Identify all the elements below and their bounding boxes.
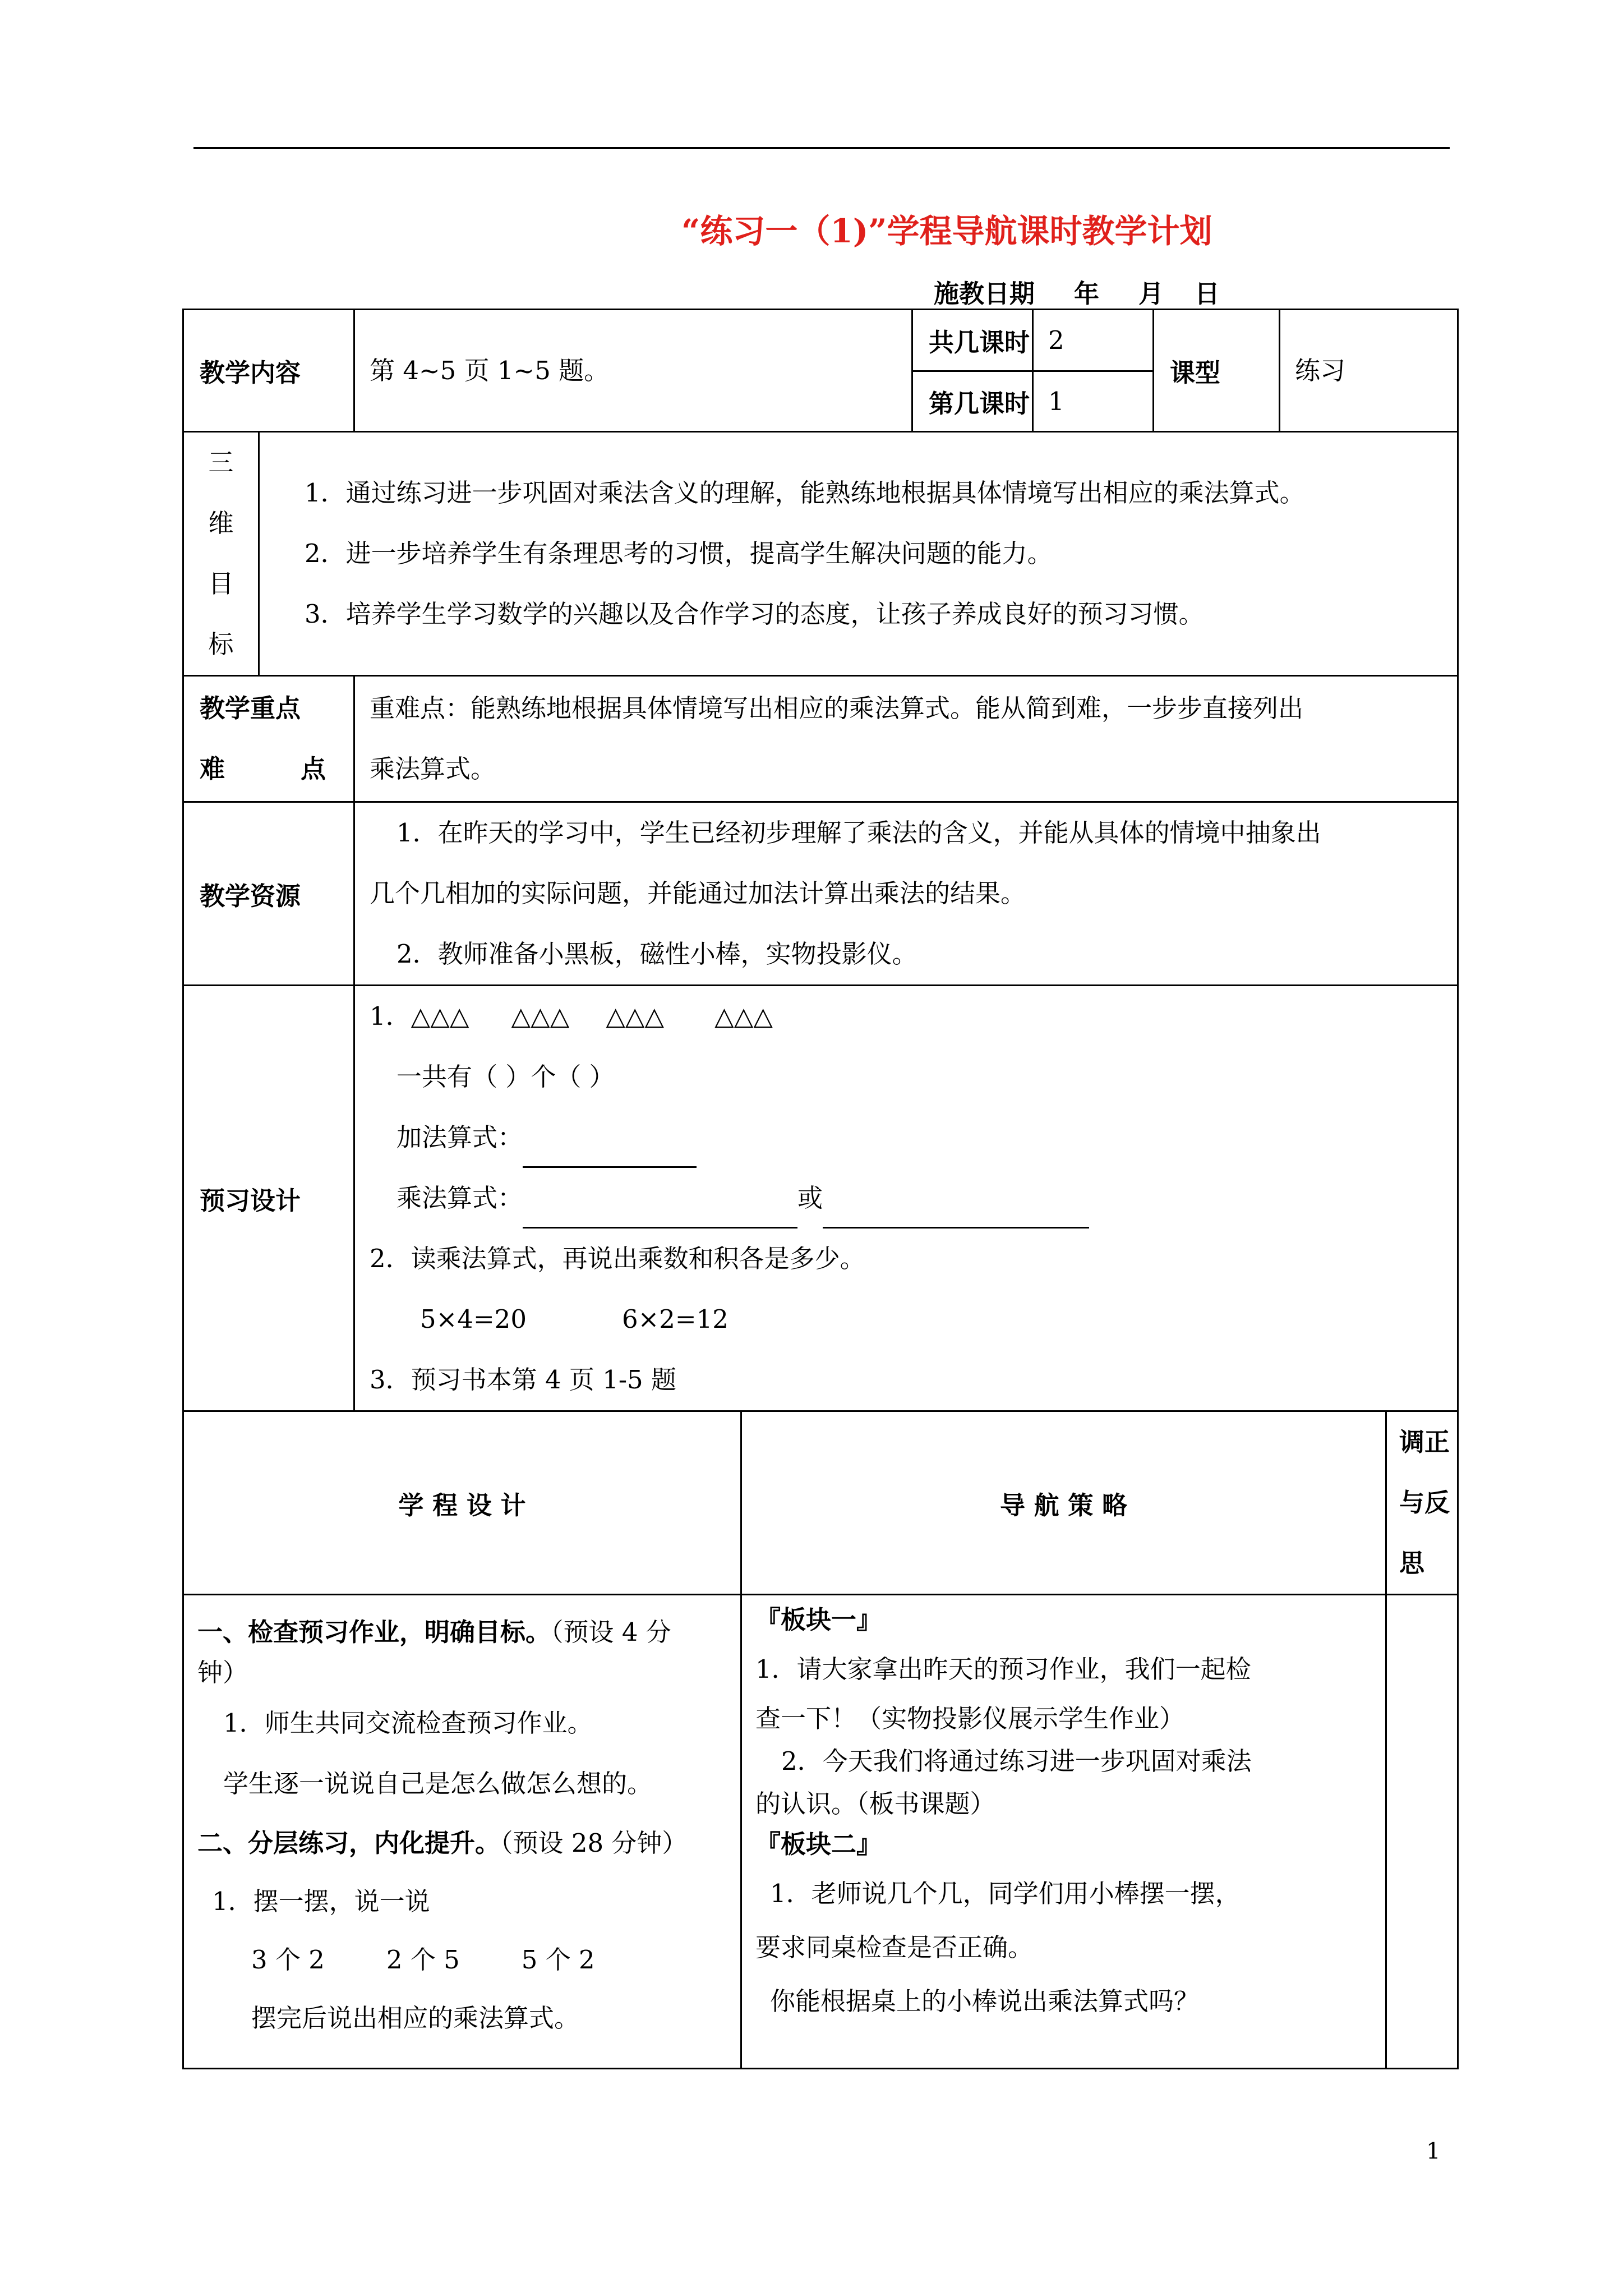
date-day: 日	[1195, 279, 1220, 309]
date-label: 施教日期	[934, 279, 1035, 309]
triangle-group: △△△	[511, 1001, 570, 1031]
header-rule	[193, 147, 1450, 149]
goals-label: 三 维 目 标	[183, 432, 259, 676]
preview-q3: 3．预习书本第 4 页 1-5 题	[370, 1365, 676, 1395]
section-2: 二、分层练习，内化提升。（预设 28 分钟）	[197, 1828, 688, 1858]
preview-add: 加法算式：	[370, 1107, 1457, 1168]
design-content: 一、检查预习作业，明确目标。（预设 4 分 钟） 1．师生共同交流检查预习作业。 学生逐一说说自己是怎么做怎么想的。 二、分层练习，内化提升。（预设 28 分钟） 1．摆一摆，说一说 3 个 2 2 个 5 5 个 2 摆完后说出相应的乘法算式。	[183, 1595, 741, 2069]
date-month: 月	[1138, 279, 1164, 309]
adjust-content	[1386, 1595, 1458, 2069]
preview-label: 预习设计	[183, 986, 354, 1411]
triangle-group: △△△	[606, 1001, 665, 1031]
content-label: 教学内容	[183, 310, 354, 432]
lesson-plan-table	[182, 309, 1459, 2069]
preview-q2: 2．读乘法算式，再说出乘数和积各是多少。	[370, 1244, 865, 1273]
goal-item: 2．进一步培养学生有条理思考的习惯，提高学生解决问题的能力。	[305, 539, 1053, 568]
document-title: “练习一（1)”学程导航课时教学计划	[681, 212, 1212, 250]
total-hours-value: 2	[1033, 310, 1154, 371]
teaching-date	[934, 273, 1220, 310]
preview-q1: 1．△△△ △△△ △△△ △△△	[370, 1001, 773, 1031]
goal-item: 1．通过练习进一步巩固对乘法含义的理解，能熟练地根据具体情境写出相应的乘法算式。	[305, 478, 1305, 508]
resources-label: 教学资源	[183, 802, 354, 986]
adjust-header: 调 正 与 反 思	[1386, 1411, 1458, 1595]
preview-content	[354, 986, 1458, 1411]
goal-item: 3．培养学生学习数学的兴趣以及合作学习的态度，让孩子养成良好的预习习惯。	[305, 599, 1204, 629]
current-hour-label: 第几课时	[912, 371, 1033, 432]
preview-mul: 乘法算式： 或	[370, 1168, 1457, 1228]
mul-answer-blank-alt	[823, 1204, 1089, 1228]
key-points-label: 教学重点 难 点	[183, 676, 354, 802]
key-points-content: 重难点：能熟练地根据具体情境写出相应的乘法算式。能从简到难，一步步直接列出 乘法算式。	[354, 676, 1458, 802]
lesson-type-value: 练习	[1280, 310, 1458, 432]
strategy-content: 『板块一』 1．请大家拿出昨天的预习作业，我们一起检 查一下！（实物投影仪展示学生作业） 2．今天我们将通过练习进一步巩固对乘法 的认识。（板书课题） 『板块二』 1．老师说几个几，同学们用小棒摆一摆， 要求同桌检查是否正确。 你能根据桌上的小棒说出乘法算式吗？	[741, 1595, 1386, 2069]
date-year: 年	[1074, 279, 1100, 309]
s2-values: 3 个 2 2 个 5 5 个 2	[251, 1945, 595, 1975]
add-answer-blank	[523, 1144, 697, 1168]
triangle-group: △△△	[411, 1001, 469, 1031]
preview-equations: 5×4=20 6×2=12	[420, 1304, 728, 1334]
mul-answer-blank	[523, 1204, 797, 1228]
page-number: 1	[1426, 2138, 1441, 2164]
total-hours-label: 共几课时	[912, 310, 1033, 371]
content-value: 第 4~5 页 1~5 题。	[354, 310, 912, 432]
lesson-type-label: 课型	[1154, 310, 1280, 432]
section-1: 一、检查预习作业，明确目标。（预设 4 分	[197, 1617, 671, 1647]
current-hour-value: 1	[1033, 371, 1154, 432]
design-header: 学 程 设 计	[183, 1411, 741, 1595]
resources-content: 1．在昨天的学习中，学生已经初步理解了乘法的含义，并能从具体的情境中抽象出 几个几相加的实际问题，并能通过加法计算出乘法的结果。 2．教师准备小黑板，磁性小棒，实物投影仪。	[354, 802, 1458, 986]
strategy-header: 导 航 策 略	[741, 1411, 1386, 1595]
triangle-group: △△△	[714, 1001, 773, 1031]
goals-list	[259, 432, 1458, 676]
preview-total: 一共有（ ）个（ ）	[396, 1062, 615, 1092]
